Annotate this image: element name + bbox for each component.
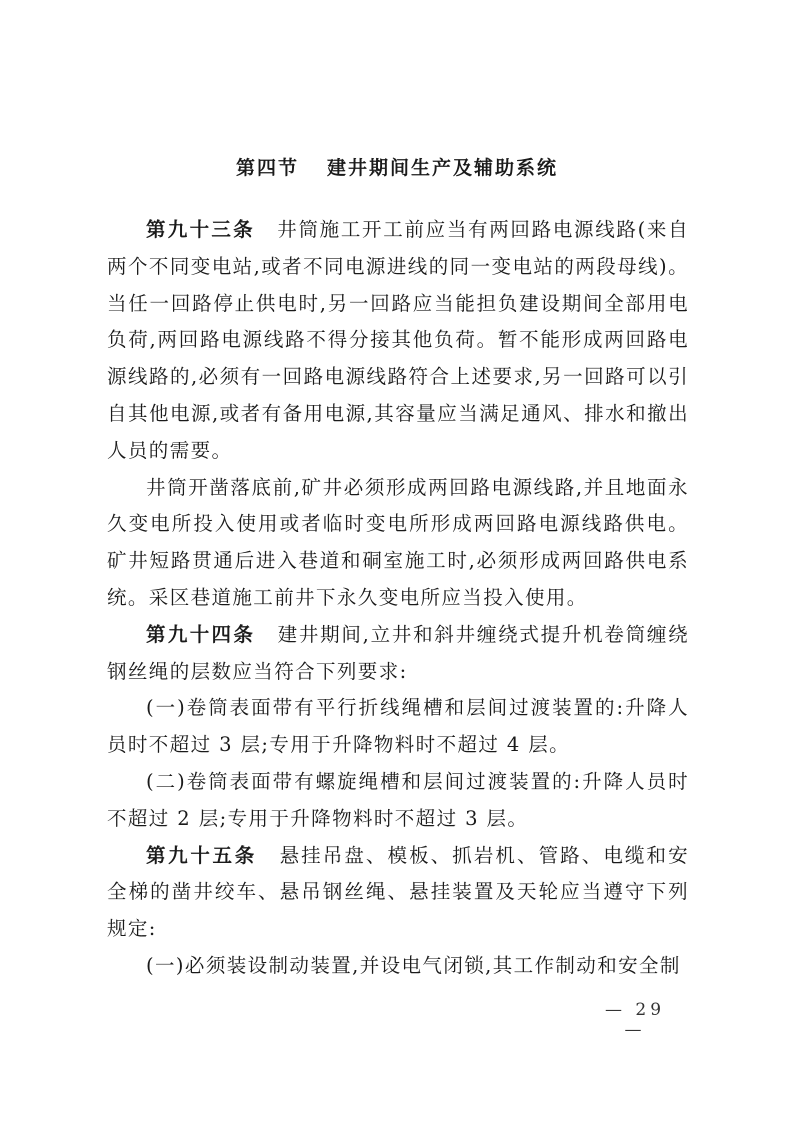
- paragraph-article-93: [107, 212, 689, 470]
- section-name: 建井期间生产及辅助系统: [327, 157, 559, 179]
- paragraph-text: 建井期间,立井和斜井缠绕式提升机卷筒缠绕钢丝绳的层数应当符合下列要求:: [107, 622, 689, 683]
- page-number: — 29 —: [604, 1000, 666, 1040]
- paragraph-article-94: [107, 617, 689, 691]
- paragraph-article-95: [107, 838, 689, 948]
- paragraph-item: [107, 690, 689, 764]
- section-number: 第四节: [235, 157, 299, 179]
- article-heading: 第九十五条: [146, 843, 257, 867]
- paragraph-item: [107, 764, 689, 838]
- paragraph-text: 井筒开凿落底前,矿井必须形成两回路电源线路,并且地面永久变电所投入使用或者临时变电所形成两回路电源线路供电。矿井短路贯通后进入巷道和硐室施工时,必须形成两回路供电系统。采区巷道施工前井下永久变电所应当投入使用。: [107, 475, 689, 609]
- article-heading: 第九十三条: [146, 218, 255, 241]
- paragraph-text: 悬挂吊盘、模板、抓岩机、管路、电缆和安全梯的凿井绞车、悬吊钢丝绳、悬挂装置及天轮应当遵守下列规定:: [107, 843, 689, 941]
- section-title: [0, 153, 794, 180]
- paragraph-text: (一)必须装设制动装置,并设电气闭锁,其工作制动和安全制: [146, 953, 681, 977]
- paragraph: [107, 470, 689, 617]
- paragraph-text: 井筒施工开工前应当有两回路电源线路(来自两个不同变电站,或者不同电源进线的同一变电站的两段母线)。当任一回路停止供电时,另一回路应当能担负建设期间全部用电负荷,两回路电源线路不得分接其他负荷。暂不能形成两回路电源线路的,必须有一回路电源线路符合上述要求,另一回路可以引自其他电源,或者有备用电源,其容量应当满足通风、排水和撤出人员的需要。: [107, 218, 689, 462]
- article-heading: 第九十四条: [146, 622, 256, 646]
- body-text: [107, 212, 689, 985]
- paragraph-text: (二)卷筒表面带有螺旋绳槽和层间过渡装置的:升降人员时不超过 2 层;专用于升降物料时不超过 3 层。: [107, 769, 689, 830]
- paragraph-item: [107, 948, 689, 985]
- paragraph-text: (一)卷筒表面带有平行折线绳槽和层间过渡装置的:升降人员时不超过 3 层;专用于升降物料时不超过 4 层。: [107, 696, 689, 757]
